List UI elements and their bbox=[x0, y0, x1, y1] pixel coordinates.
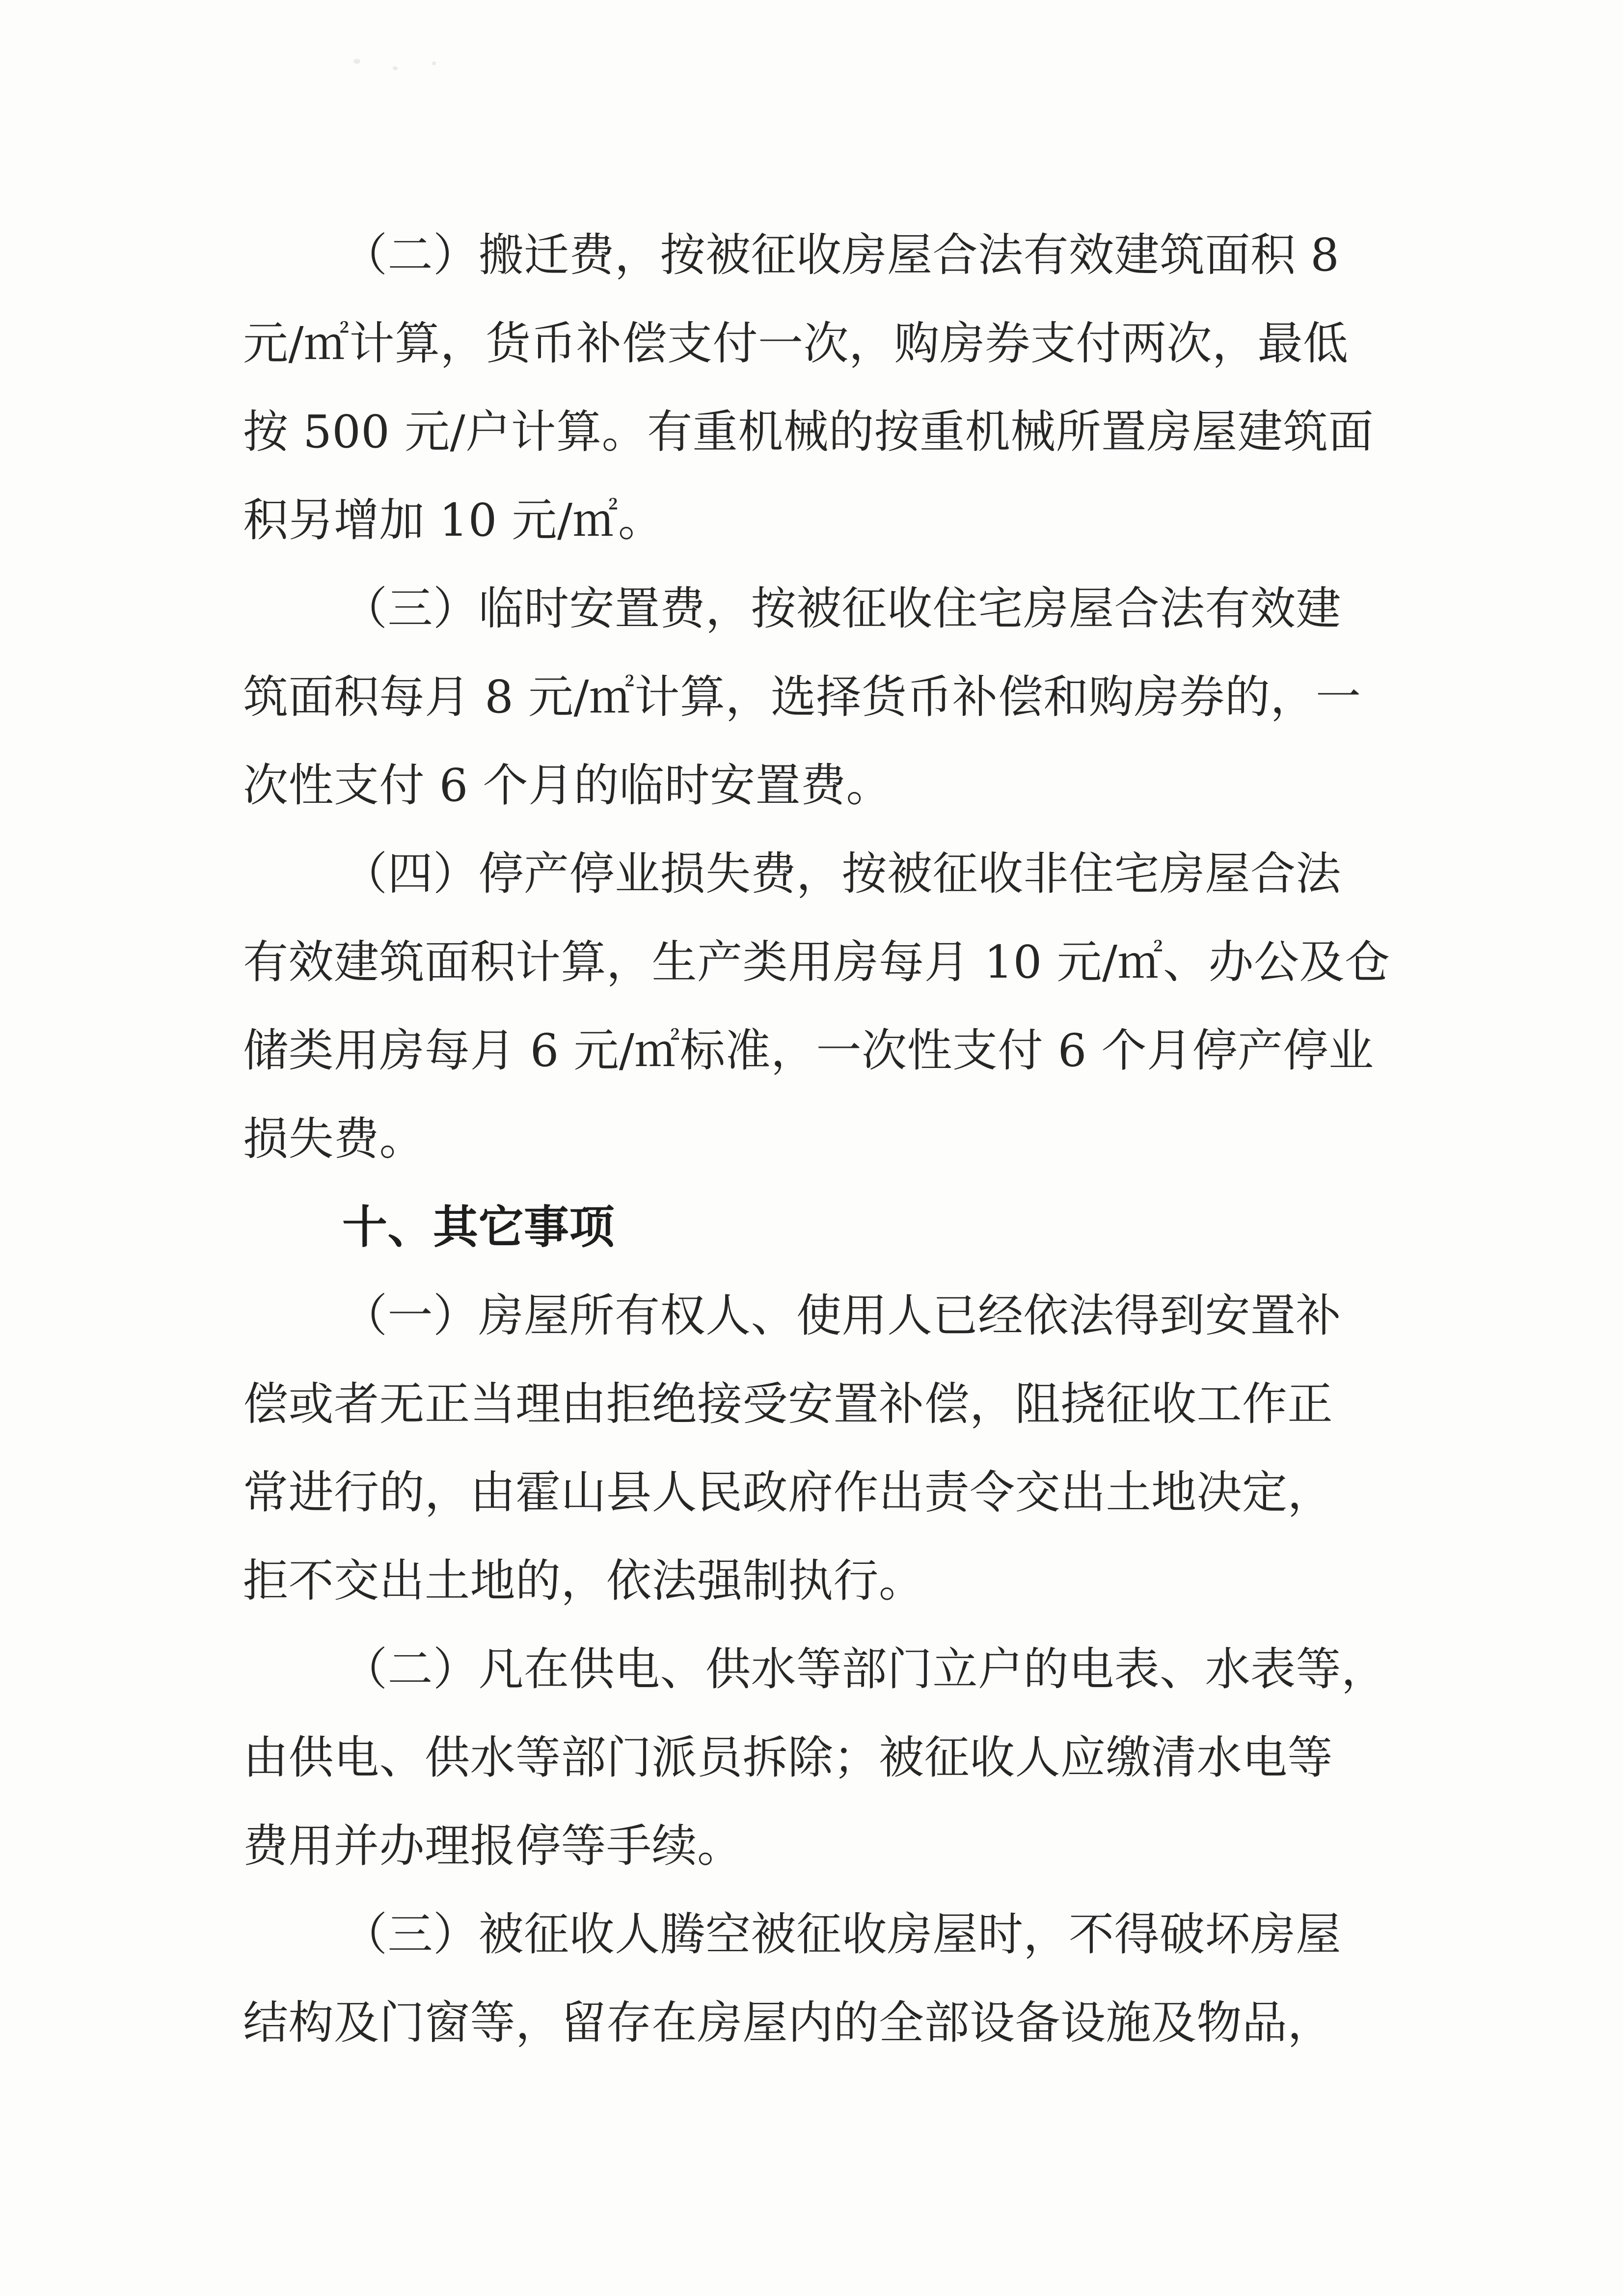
text-line: 费用并办理报停等手续。 bbox=[243, 1820, 743, 1872]
text-line: 按 500 元/户计算。有重机械的按重机械所置房屋建筑面 bbox=[243, 406, 1374, 458]
scan-mark bbox=[432, 61, 436, 65]
text-line: （四）停产停业损失费，按被征收非住宅房屋合法 bbox=[342, 847, 1342, 900]
text-line: （三）临时安置费，按被征收住宅房屋合法有效建 bbox=[342, 582, 1342, 635]
text-line: 元/㎡计算，货币补偿支付一次，购房券支付两次，最低 bbox=[243, 317, 1349, 370]
text-line: （一）房屋所有权人、使用人已经依法得到安置补 bbox=[342, 1289, 1342, 1342]
text-line: （二）凡在供电、供水等部门立户的电表、水表等， bbox=[342, 1643, 1387, 1695]
text-line: 有效建筑面积计算，生产类用房每月 10 元/㎡、办公及仓 bbox=[243, 936, 1390, 988]
section-heading: 十、其它事项 bbox=[342, 1201, 615, 1254]
text-line: 储类用房每月 6 元/㎡标准，一次性支付 6 个月停产停业 bbox=[243, 1024, 1374, 1077]
scan-mark bbox=[353, 59, 360, 64]
text-line: 积另增加 10 元/㎡。 bbox=[243, 494, 664, 547]
paragraph-item-three bbox=[243, 1890, 1377, 2067]
text-line: 拒不交出土地的，依法强制执行。 bbox=[243, 1555, 924, 1607]
text-line: 由供电、供水等部门派员拆除；被征收人应缴清水电等 bbox=[243, 1731, 1333, 1784]
paragraph-item-one bbox=[243, 1272, 1377, 1625]
paragraph-item-two bbox=[243, 1625, 1387, 1890]
text-line: 次性支付 6 个月的临时安置费。 bbox=[243, 759, 892, 812]
document-body bbox=[243, 211, 1390, 2067]
scan-mark bbox=[393, 66, 398, 70]
text-line: （二）搬迁费，按被征收房屋合法有效建筑面积 8 bbox=[342, 229, 1340, 281]
paragraph-temporary-resettlement-fee bbox=[243, 565, 1377, 830]
text-line: 筑面积每月 8 元/㎡计算，选择货币补偿和购房券的，一 bbox=[243, 671, 1361, 723]
text-line: 结构及门窗等，留存在房屋内的全部设备设施及物品， bbox=[243, 1996, 1333, 2049]
text-line: 常进行的，由霍山县人民政府作出责令交出土地决定， bbox=[243, 1466, 1333, 1519]
paragraph-business-loss-fee bbox=[243, 830, 1390, 1183]
text-line: （三）被征收人腾空被征收房屋时，不得破坏房屋 bbox=[342, 1908, 1342, 1961]
paragraph-relocation-fee bbox=[243, 211, 1377, 565]
text-line: 损失费。 bbox=[243, 1113, 425, 1165]
text-line: 偿或者无正当理由拒绝接受安置补偿，阻挠征收工作正 bbox=[243, 1378, 1333, 1430]
